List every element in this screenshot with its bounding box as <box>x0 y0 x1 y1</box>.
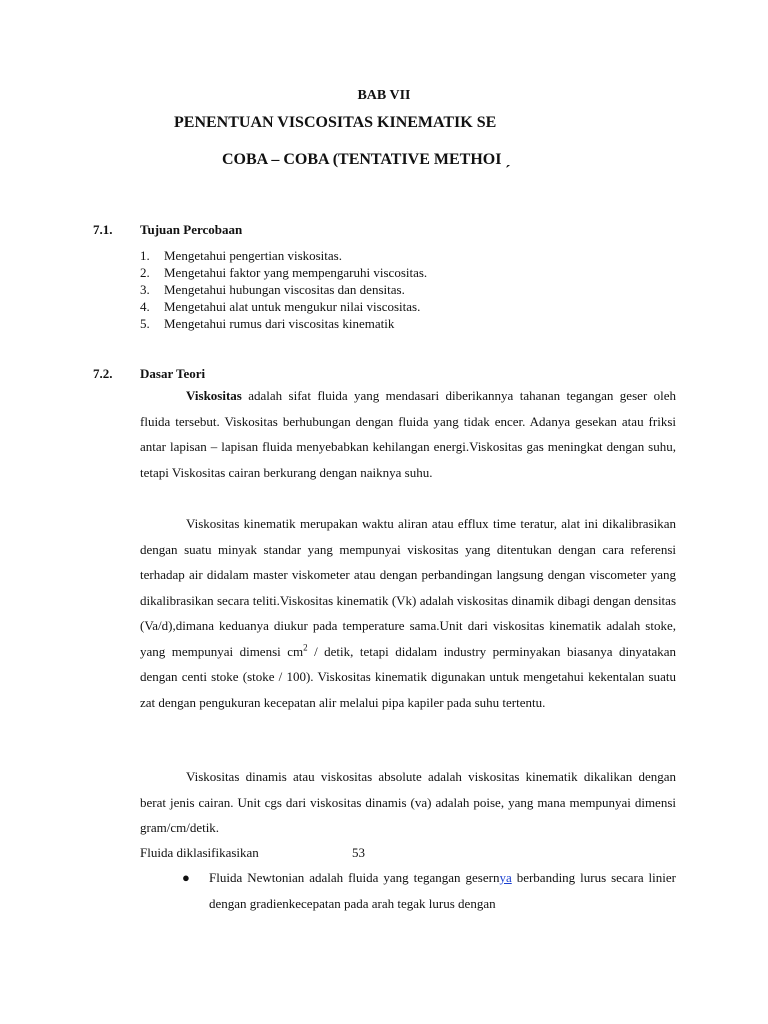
list-text: Mengetahui pengertian viskositas. <box>164 248 342 263</box>
list-text: Mengetahui rumus dari viscositas kinematik <box>164 316 395 331</box>
bullet-dot-icon: ● <box>182 870 190 885</box>
list-number: 1. <box>140 248 150 263</box>
list-item <box>140 264 427 281</box>
section-1-number: 7.1. <box>93 222 113 237</box>
section-2-number: 7.2. <box>93 366 113 381</box>
list-item <box>140 315 427 332</box>
paragraph-text: Viskositas kinematik merupakan waktu aliran atau efflux time teratur, alat ini dikalibrasikan dengan suatu minyak standar yang mempunyai viskositas yang ditentukan dengan cara referensi terhadap air didalam master viskometer atau dengan perbandingan langsung dengan viscometer yang dikalibrasikan secara teliti.Viskositas kinematik (Vk) adalah viskositas dinamik dibagi dengan densitas (Va/d),dimana keduanya diukur pada temperature sama.Unit dari viskositas kinematik adalah stoke, yang mempunyai dimensi cm <box>140 516 676 659</box>
list-number: 5. <box>140 316 150 331</box>
bullet-text: Fluida Newtonian adalah fluida yang tegangan gesern <box>209 870 500 885</box>
list-item <box>140 298 427 315</box>
list-item <box>140 247 427 264</box>
chapter-label: BAB VII <box>357 88 411 103</box>
bullet-newtonian <box>182 865 676 916</box>
paragraph-text: / detik, tetapi didalam industry perminyakan biasanya dinyatakan dengan centi stoke (stoke / 100). Viskositas kinematik digunakan untuk mengetahui kekentalan suatu zat dengan pengukuran kecepatan alir melalui pipa kapiler pada suhu tertentu. <box>140 643 676 710</box>
title-line-2: COBA – COBA (TENTATIVE METHOI ˏ <box>222 151 511 168</box>
inline-link[interactable]: ya <box>499 870 512 885</box>
list-number: 4. <box>140 299 150 314</box>
list-item <box>140 281 427 298</box>
paragraph-viskositas-kinematik <box>140 511 676 715</box>
paragraph-text: Viskositas dinamis atau viskositas absolute adalah viskositas kinematik dikalikan dengan berat jenis cairan. Unit cgs dari viskositas dinamis (va) adalah poise, yang mana mempunyai dimensi gram/cm/detik. <box>140 769 676 835</box>
paragraph-viskositas <box>140 383 676 485</box>
aims-list <box>140 247 427 332</box>
page-number: 53 <box>352 845 365 860</box>
bullet-text: berbanding lurus secara linier dengan gradienkecepatan pada arah tegak lurus dengan <box>209 870 676 911</box>
paragraph-text: adalah sifat fluida yang mendasari diberikannya tahanan tegangan geser oleh fluida tersebut. Viskositas berhubungan dengan fluida yang tidak encer. Adanya gesekan atau friksi antar lapisan – lapisan fluida menyebabkan kehilangan energi.Viskositas gas meningkat dengan suhu, tetapi Viskositas cairan berkurang dengan naiknya suhu. <box>140 388 676 480</box>
list-text: Mengetahui hubungan viscositas dan densitas. <box>164 282 405 297</box>
section-1-heading: Tujuan Percobaan <box>140 222 243 237</box>
list-text: Mengetahui faktor yang mempengaruhi viscositas. <box>164 265 428 280</box>
list-number: 3. <box>140 282 150 297</box>
paragraph-viskositas-dinamis <box>140 764 676 841</box>
list-text: Mengetahui alat untuk mengukur nilai viscositas. <box>164 299 421 314</box>
term-viskositas: Viskositas <box>186 388 242 403</box>
section-2-heading: Dasar Teori <box>140 366 206 381</box>
fluida-classification-line: Fluida diklasifikasikan <box>140 845 259 860</box>
list-number: 2. <box>140 265 150 280</box>
superscript: 2 <box>303 642 308 653</box>
title-line-1: PENENTUAN VISCOSITAS KINEMATIK SE <box>174 114 497 131</box>
